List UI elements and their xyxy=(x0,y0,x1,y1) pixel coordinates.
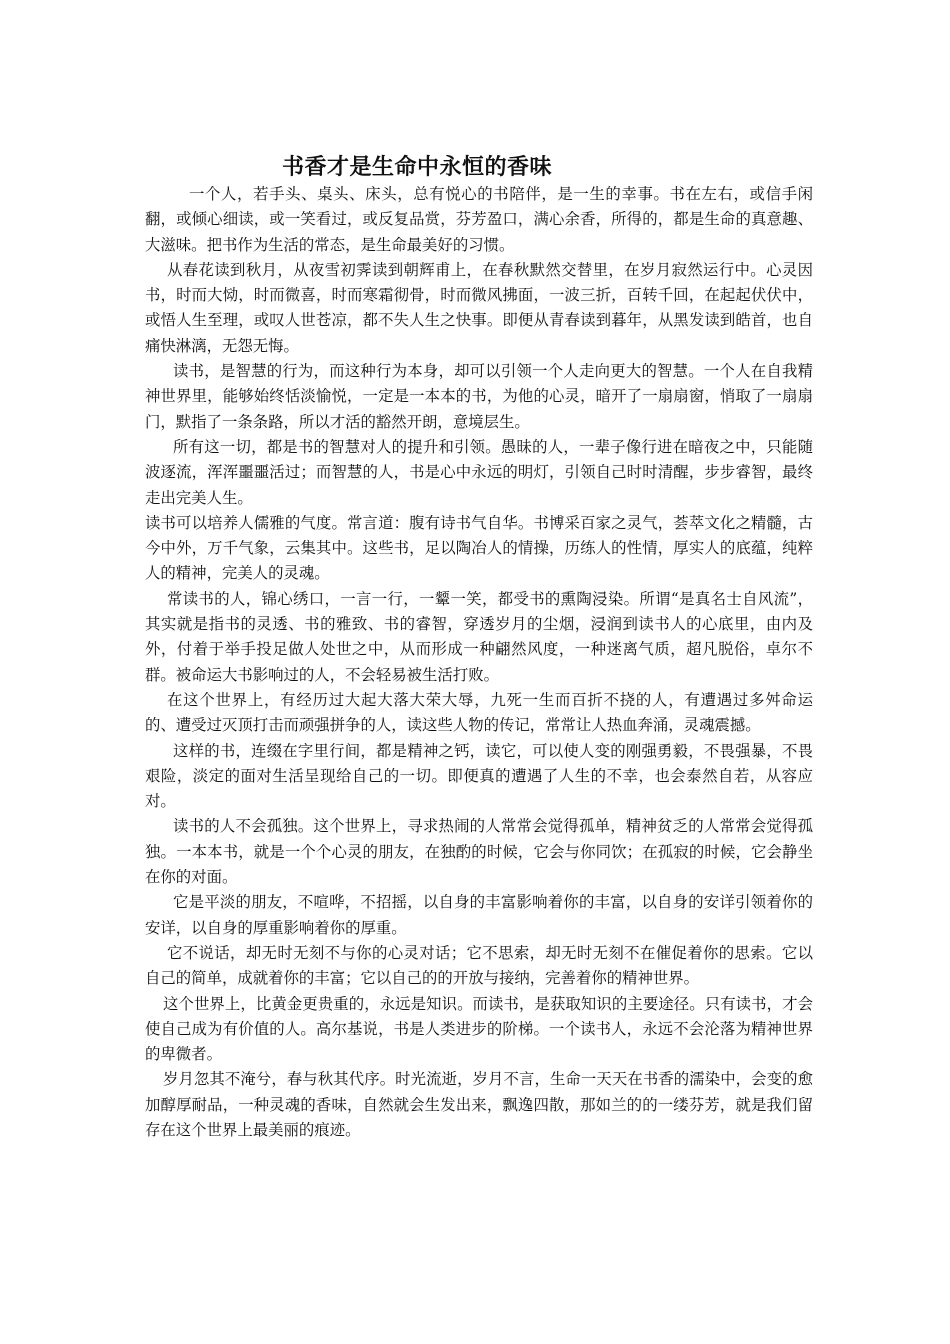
paragraph: 这个世界上，比黄金更贵重的，永远是知识。而读书，是获取知识的主要途径。只有读书，才会使自己成为有价值的人。高尔基说，书是人类进步的阶梯。一个读书人，永远不会沦落为精神世界的卑微者。 xyxy=(145,994,813,1064)
paragraph: 岁月忽其不淹兮，春与秋其代序。时光流逝，岁月不言，生命一天天在书香的濡染中，会变的愈加醇厚耐品，一种灵魂的香味，自然就会生发出来，飘逸四散，那如兰的的一缕芬芳，就是我们留存在这个世界上最美丽的痕迹。 xyxy=(145,1070,813,1139)
paragraph: 所有这一切，都是书的智慧对人的提升和引领。愚昧的人，一辈子像行进在暗夜之中，只能随波逐流，浑浑噩噩活过；而智慧的人，书是心中永远的明灯，引领自己时时清醒，步步睿智，最终走出完美人生。 xyxy=(145,437,813,507)
paragraph: 读书可以培养人儒雅的气度。常言道：腹有诗书气自华。书博采百家之灵气，荟萃文化之精髓，古今中外，万千气象，云集其中。这些书，足以陶冶人的情操，历练人的性情，厚实人的底蕴，纯粹人的精神，完美人的灵魂。 xyxy=(145,513,813,583)
paragraph: 读书的人不会孤独。这个世界上，寻求热闹的人常常会觉得孤单，精神贫乏的人常常会觉得孤独。一本本书，就是一个个心灵的朋友，在独酌的时候，它会与你同饮；在孤寂的时候，它会静坐在你的对面。 xyxy=(145,817,813,887)
paragraph: 这样的书，连缀在字里行间，都是精神之钙，读它，可以使人变的刚强勇毅，不畏强暴，不畏艰险，淡定的面对生活呈现给自己的一切。即便真的遭遇了人生的不幸，也会泰然自若，从容应对。 xyxy=(145,741,813,811)
paragraph: 它不说话，却无时无刻不与你的心灵对话；它不思索，却无时无刻不在催促着你的思索。它以自己的简单，成就着你的丰富；它以自己的的开放与接纳，完善着你的精神世界。 xyxy=(145,943,813,988)
paragraph: 从春花读到秋月，从夜雪初霁读到朝辉甫上，在春秋默然交替里，在岁月寂然运行中。心灵因书，时而大恸，时而微喜，时而寒霜彻骨，时而微风拂面，一波三折，百转千回，在起起伏伏中，或悟人生至理，或叹人世苍凉，都不失人生之快事。即便从青春读到暮年，从黑发读到皓首，也自痛快淋漓，无怨无悔。 xyxy=(145,260,813,355)
paragraph: 在这个世界上，有经历过大起大落大荣大辱，九死一生而百折不挠的人，有遭遇过多舛命运的、遭受过灭顶打击而顽强拼争的人，读这些人物的传记，常常让人热血奔涌，灵魂震撼。 xyxy=(145,690,813,735)
paragraph: 一个人，若手头、桌头、床头，总有悦心的书陪伴，是一生的幸事。书在左右，或信手闲翻，或倾心细读，或一笑看过，或反复品赏，芬芳盈口，满心余香，所得的，都是生命的真意趣、大滋味。把书作为生活的常态，是生命最美好的习惯。 xyxy=(145,185,813,254)
paragraph: 常读书的人，锦心绣口，一言一行，一颦一笑，都受书的熏陶浸染。所谓“是真名士自风流”，其实就是指书的灵透、书的雅致、书的睿智，穿透岁月的尘烟，浸润到读书人的心底里，由内及外，付着于举手投足做人处世之中，从而形成一种翩然风度，一种迷离气质，超凡脱俗，卓尔不群。被命运大书影响过的人，不会轻易被生活打败。 xyxy=(145,589,813,684)
document-body xyxy=(145,182,813,1143)
document-title: 书香才是生命中永恒的香味 xyxy=(282,155,553,180)
paragraph: 读书，是智慧的行为，而这种行为本身，却可以引领一个人走向更大的智慧。一个人在自我精神世界里，能够始终恬淡愉悦，一定是一本本的书，为他的心灵，暗开了一扇扇窗，悄取了一扇扇门，默指了一条条路，所以才活的豁然开朗，意境层生。 xyxy=(145,362,813,431)
paragraph: 它是平淡的朋友，不喧哗，不招摇，以自身的丰富影响着你的丰富，以自身的安详引领着你的安详，以自身的厚重影响着你的厚重。 xyxy=(145,893,813,937)
